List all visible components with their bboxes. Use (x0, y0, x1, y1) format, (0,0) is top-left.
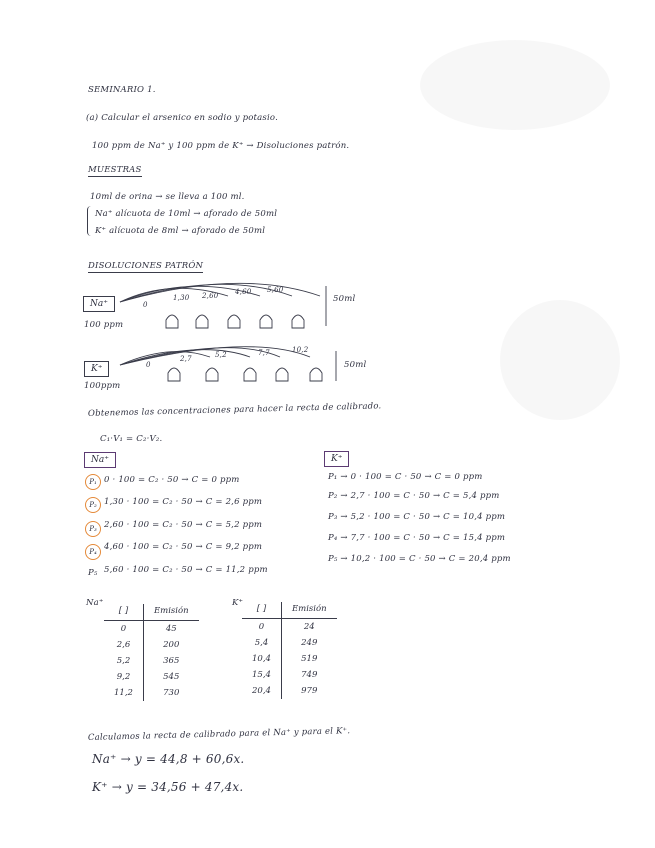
muestras-heading: MUESTRAS (88, 165, 142, 175)
p1-circle: P₁ (85, 474, 101, 490)
k-calc-row: P₃ → 5,2 · 100 = C · 50 → C = 10,4 ppm (328, 512, 506, 522)
col-concentration: [ ] (104, 604, 143, 621)
table-row (242, 683, 337, 699)
table-cell: 0 (104, 621, 143, 638)
table-cell: 2,6 (104, 637, 143, 653)
k-flask-volume: 50ml (344, 360, 367, 370)
calibration-intro: Calculamos la recta de calibrado para el Na⁺ y para el K⁺. (87, 726, 351, 743)
k-value-3: 7,7 (258, 349, 270, 357)
k-value-0: 0 (146, 361, 151, 369)
table-header-row (242, 602, 337, 619)
table-cell: 5,2 (104, 653, 143, 669)
table-cell: 979 (301, 686, 318, 696)
na-value-0: 0 (143, 301, 148, 309)
equation-k: K⁺ → y = 34,56 + 47,4x. (92, 780, 244, 794)
table-cell: 20,4 (242, 683, 281, 699)
na-stock-box: Na⁺ (83, 296, 115, 312)
k-calc-row: P₄ → 7,7 · 100 = C · 50 → C = 15,4 ppm (328, 533, 506, 543)
na-calc-row: 2,60 · 100 = C₂ · 50 → C = 5,2 ppm (104, 520, 263, 530)
k-stock-box: K⁺ (84, 361, 109, 377)
na-table-label: Na⁺ (86, 598, 104, 608)
table-cell: 9,2 (104, 669, 143, 685)
table-row (104, 653, 199, 669)
equation-na: Na⁺ → y = 44,8 + 60,6x. (92, 752, 245, 766)
table-cell: 45 (165, 624, 177, 634)
na-calc-row: 0 · 100 = C₂ · 50 → C = 0 ppm (104, 475, 240, 485)
na-value-2: 2,60 (202, 292, 219, 300)
page-title: SEMINARIO 1. (88, 85, 156, 95)
concentration-intro: Obtenemos las concentraciones para hacer la recta de calibrado. (87, 401, 382, 419)
table-cell: 365 (163, 656, 180, 666)
table-cell: 0 (242, 619, 281, 636)
table-row (242, 635, 337, 651)
flask-icon (276, 368, 288, 381)
flask-icon (310, 368, 322, 381)
p2-circle: P₂ (85, 497, 101, 513)
table-cell: 249 (301, 638, 318, 648)
table-row (104, 621, 199, 638)
background-smudge (420, 40, 610, 130)
table-cell: 200 (163, 640, 180, 650)
muestras-line-1: 10ml de orina → se lleva a 100 ml. (90, 192, 245, 202)
na-value-1: 1,30 (173, 294, 190, 302)
na-value-3: 4,60 (235, 288, 252, 296)
p3-circle: P₃ (85, 521, 101, 537)
flask-icon (260, 315, 272, 328)
dilution-formula: C₁·V₁ = C₂·V₂. (100, 434, 163, 444)
k-value-4: 10,2 (292, 346, 309, 354)
k-calc-row: P₂ → 2,7 · 100 = C · 50 → C = 5,4 ppm (328, 491, 500, 501)
na-flask-volume: 50ml (333, 294, 356, 304)
p5-tag: P₅ (88, 568, 98, 578)
col-emission: Emisión (143, 604, 198, 621)
table-cell: 10,4 (242, 651, 281, 667)
k-table-label: K⁺ (232, 598, 244, 608)
muestras-line-3: K⁺ alícuota de 8ml → aforado de 50ml (95, 226, 266, 236)
k-value-1: 2,7 (180, 355, 192, 363)
k-value-2: 5,2 (215, 351, 227, 359)
col-emission: Emisión (281, 602, 336, 619)
table-cell: 5,4 (242, 635, 281, 651)
table-header-row (104, 604, 199, 621)
k-calc-row: P₅ → 10,2 · 100 = C · 50 → C = 20,4 ppm (328, 554, 511, 564)
muestras-line-2: Na⁺ alícuota de 10ml → aforado de 50ml (95, 209, 278, 219)
table-cell: 11,2 (104, 685, 143, 701)
flask-icon (244, 368, 256, 381)
brace (87, 206, 93, 236)
table-row (104, 685, 199, 701)
na-stock-conc: 100 ppm (84, 320, 124, 330)
table-row (242, 619, 337, 636)
table-cell: 519 (301, 654, 318, 664)
na-calc-row: 4,60 · 100 = C₂ · 50 → C = 9,2 ppm (104, 542, 263, 552)
table-cell: 749 (301, 670, 318, 680)
table-row (104, 669, 199, 685)
k-emission-table (242, 602, 337, 699)
na-calc-row: 1,30 · 100 = C₂ · 50 → C = 2,6 ppm (104, 497, 263, 507)
na-value-4: 5,60 (267, 286, 284, 294)
k-stock-conc: 100ppm (84, 381, 121, 391)
k-calc-row: P₁ → 0 · 100 = C · 50 → C = 0 ppm (328, 472, 483, 482)
p4-circle: P₄ (85, 544, 101, 560)
flask-icon (196, 315, 208, 328)
standards-line: 100 ppm de Na⁺ y 100 ppm de K⁺ → Disoluciones patrón. (92, 141, 350, 151)
na-calc-label: Na⁺ (84, 452, 116, 468)
table-cell: 24 (303, 622, 315, 632)
na-calc-row: 5,60 · 100 = C₂ · 50 → C = 11,2 ppm (104, 565, 268, 575)
table-cell: 15,4 (242, 667, 281, 683)
na-emission-table (104, 604, 199, 701)
background-smudge (500, 300, 620, 420)
patron-heading: DISOLUCIONES PATRÓN (88, 261, 204, 271)
k-calc-label: K⁺ (324, 451, 349, 467)
flask-icon (228, 315, 240, 328)
table-cell: 545 (163, 672, 180, 682)
col-concentration: [ ] (242, 602, 281, 619)
table-cell: 730 (163, 688, 180, 698)
table-row (242, 651, 337, 667)
flask-icon (166, 315, 178, 328)
table-row (242, 667, 337, 683)
flask-icon (168, 368, 180, 381)
flask-icon (292, 315, 304, 328)
part-a-heading: (a) Calcular el arsenico en sodio y potasio. (86, 113, 278, 123)
flask-icon (206, 368, 218, 381)
table-row (104, 637, 199, 653)
